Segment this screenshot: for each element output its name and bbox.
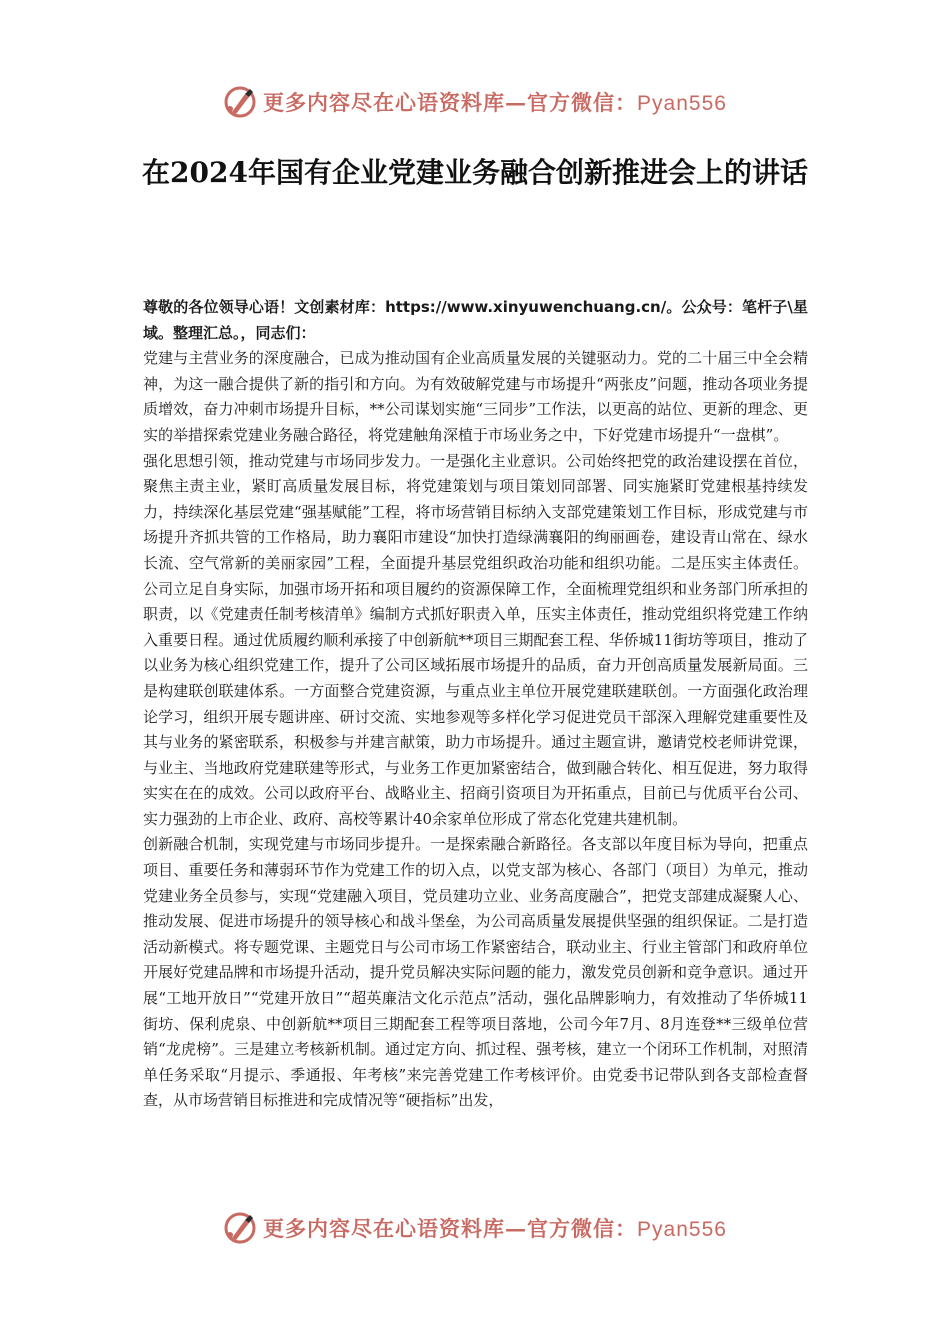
pen-nib-circle-icon bbox=[223, 1211, 257, 1245]
wechat-id: Pyan556 bbox=[637, 92, 727, 115]
wechat-id: Pyan556 bbox=[637, 1218, 727, 1241]
body-paragraph: 党建与主营业务的深度融合，已成为推动国有企业高质量发展的关键驱动力。党的二十届三中全会精神，为这一融合提供了新的指引和方向。为有效破解党建与市场提升“两张皮”问题，推动各项业务提质增效，奋力冲刺市场提升目标，**公司谋划实施“三同步”工作法，以更高的站位、更新的理念、更实的举措探索党建业务融合路径，将党建触角深植于市场业务之中，下好党建市场提升“一盘棋”。 bbox=[143, 349, 808, 444]
document-title: 在2024年国有企业党建业务融合创新推进会上的讲话 bbox=[142, 156, 808, 189]
pen-nib-circle-icon bbox=[223, 85, 257, 119]
banner-text: 更多内容尽在心语资料库—官方微信：Pyan556 bbox=[263, 90, 727, 115]
body-paragraph: 强化思想引领，推动党建与市场同步发力。一是强化主业意识。公司始终把党的政治建设摆在首位，聚焦主责主业，紧盯高质量发展目标，将党建策划与项目策划同部署、同实施紧盯党建根基持续发力，持续深化基层党建“强基赋能”工程，将市场营销目标纳入支部党建策划工作目标，形成党建与市场提升齐抓共管的工作格局，助力襄阳市建设“加快打造绿满襄阳的绚丽画卷，建设青山常在、绿水长流、空气常新的美丽家园”工程，全面提升基层党组织政治功能和组织功能。二是压实主体责任。公司立足自身实际，加强市场开拓和项目履约的资源保障工作，全面梳理党组织和业务部门所承担的职责，以《党建责任制考核清单》编制方式抓好职责入单，压实主体责任，推动党组织将党建工作纳入重要日程。通过优质履约顺利承接了中创新航**项目三期配套工程、华侨城11街坊等项目，推动了以业务为核心组织党建工作，提升了公司区域拓展市场提升的品质，奋力开创高质量发展新局面。三是构建联创联建体系。一方面整合党建资源，与重点业主单位开展党建联建联创。一方面强化政治理论学习，组织开展专题讲座、研讨交流、实地参观等多样化学习促进党员干部深入理解党建重要性及其与业务的紧密联系，积极参与并建言献策，助力市场提升。通过主题宣讲，邀请党校老师讲党课，与业主、当地政府党建联建等形式，与业务工作更加紧密结合，做到融合转化、相互促进，努力取得实实在在的成效。公司以政府平台、战略业主、招商引资项目为开拓重点，目前已与优质平台公司、实力强劲的上市企业、政府、高校等累计40余家单位形成了常态化党建共建机制。 bbox=[143, 451, 808, 828]
footer-banner bbox=[0, 1208, 950, 1248]
document-body bbox=[143, 295, 808, 1114]
body-paragraph: 创新融合机制，实现党建与市场同步提升。一是探索融合新路径。各支部以年度目标为导向，把重点项目、重要任务和薄弱环节作为党建工作的切入点，以党支部为核心、各部门（项目）为单元，推动党建业务全员参与，实现“党建融入项目，党员建功立业、业务高度融合”，把党支部建成凝聚人心、推动发展、促进市场提升的领导核心和战斗堡垒，为公司高质量发展提供坚强的组织保证。二是打造活动新模式。将专题党课、主题党日与公司市场工作紧密结合，联动业主、行业主管部门和政府单位开展好党建品牌和市场提升活动，提升党员解决实际问题的能力，激发党员创新和竞争意识。通过开展“工地开放日”“党建开放日”“超英廉洁文化示范点”活动，强化品牌影响力，有效推动了华侨城11街坊、保利虎泉、中创新航**项目三期配套工程等项目落地，公司今年7月、8月连登**三级单位营销“龙虎榜”。三是建立考核新机制。通过定方向、抓过程、强考核，建立一个闭环工作机制，对照清单任务采取“月提示、季通报、年考核”来完善党建工作考核评价。由党委书记带队到各支部检查督查，从市场营销目标推进和完成情况等“硬指标”出发， bbox=[143, 835, 808, 1110]
banner-text: 更多内容尽在心语资料库—官方微信：Pyan556 bbox=[263, 1216, 727, 1241]
header-banner bbox=[0, 82, 950, 122]
salutation: 尊敬的各位领导心语！文创素材库：https://www.xinyuwenchuang.cn/。公众号：笔杆子\星域。整理汇总。，同志们： bbox=[143, 298, 808, 342]
